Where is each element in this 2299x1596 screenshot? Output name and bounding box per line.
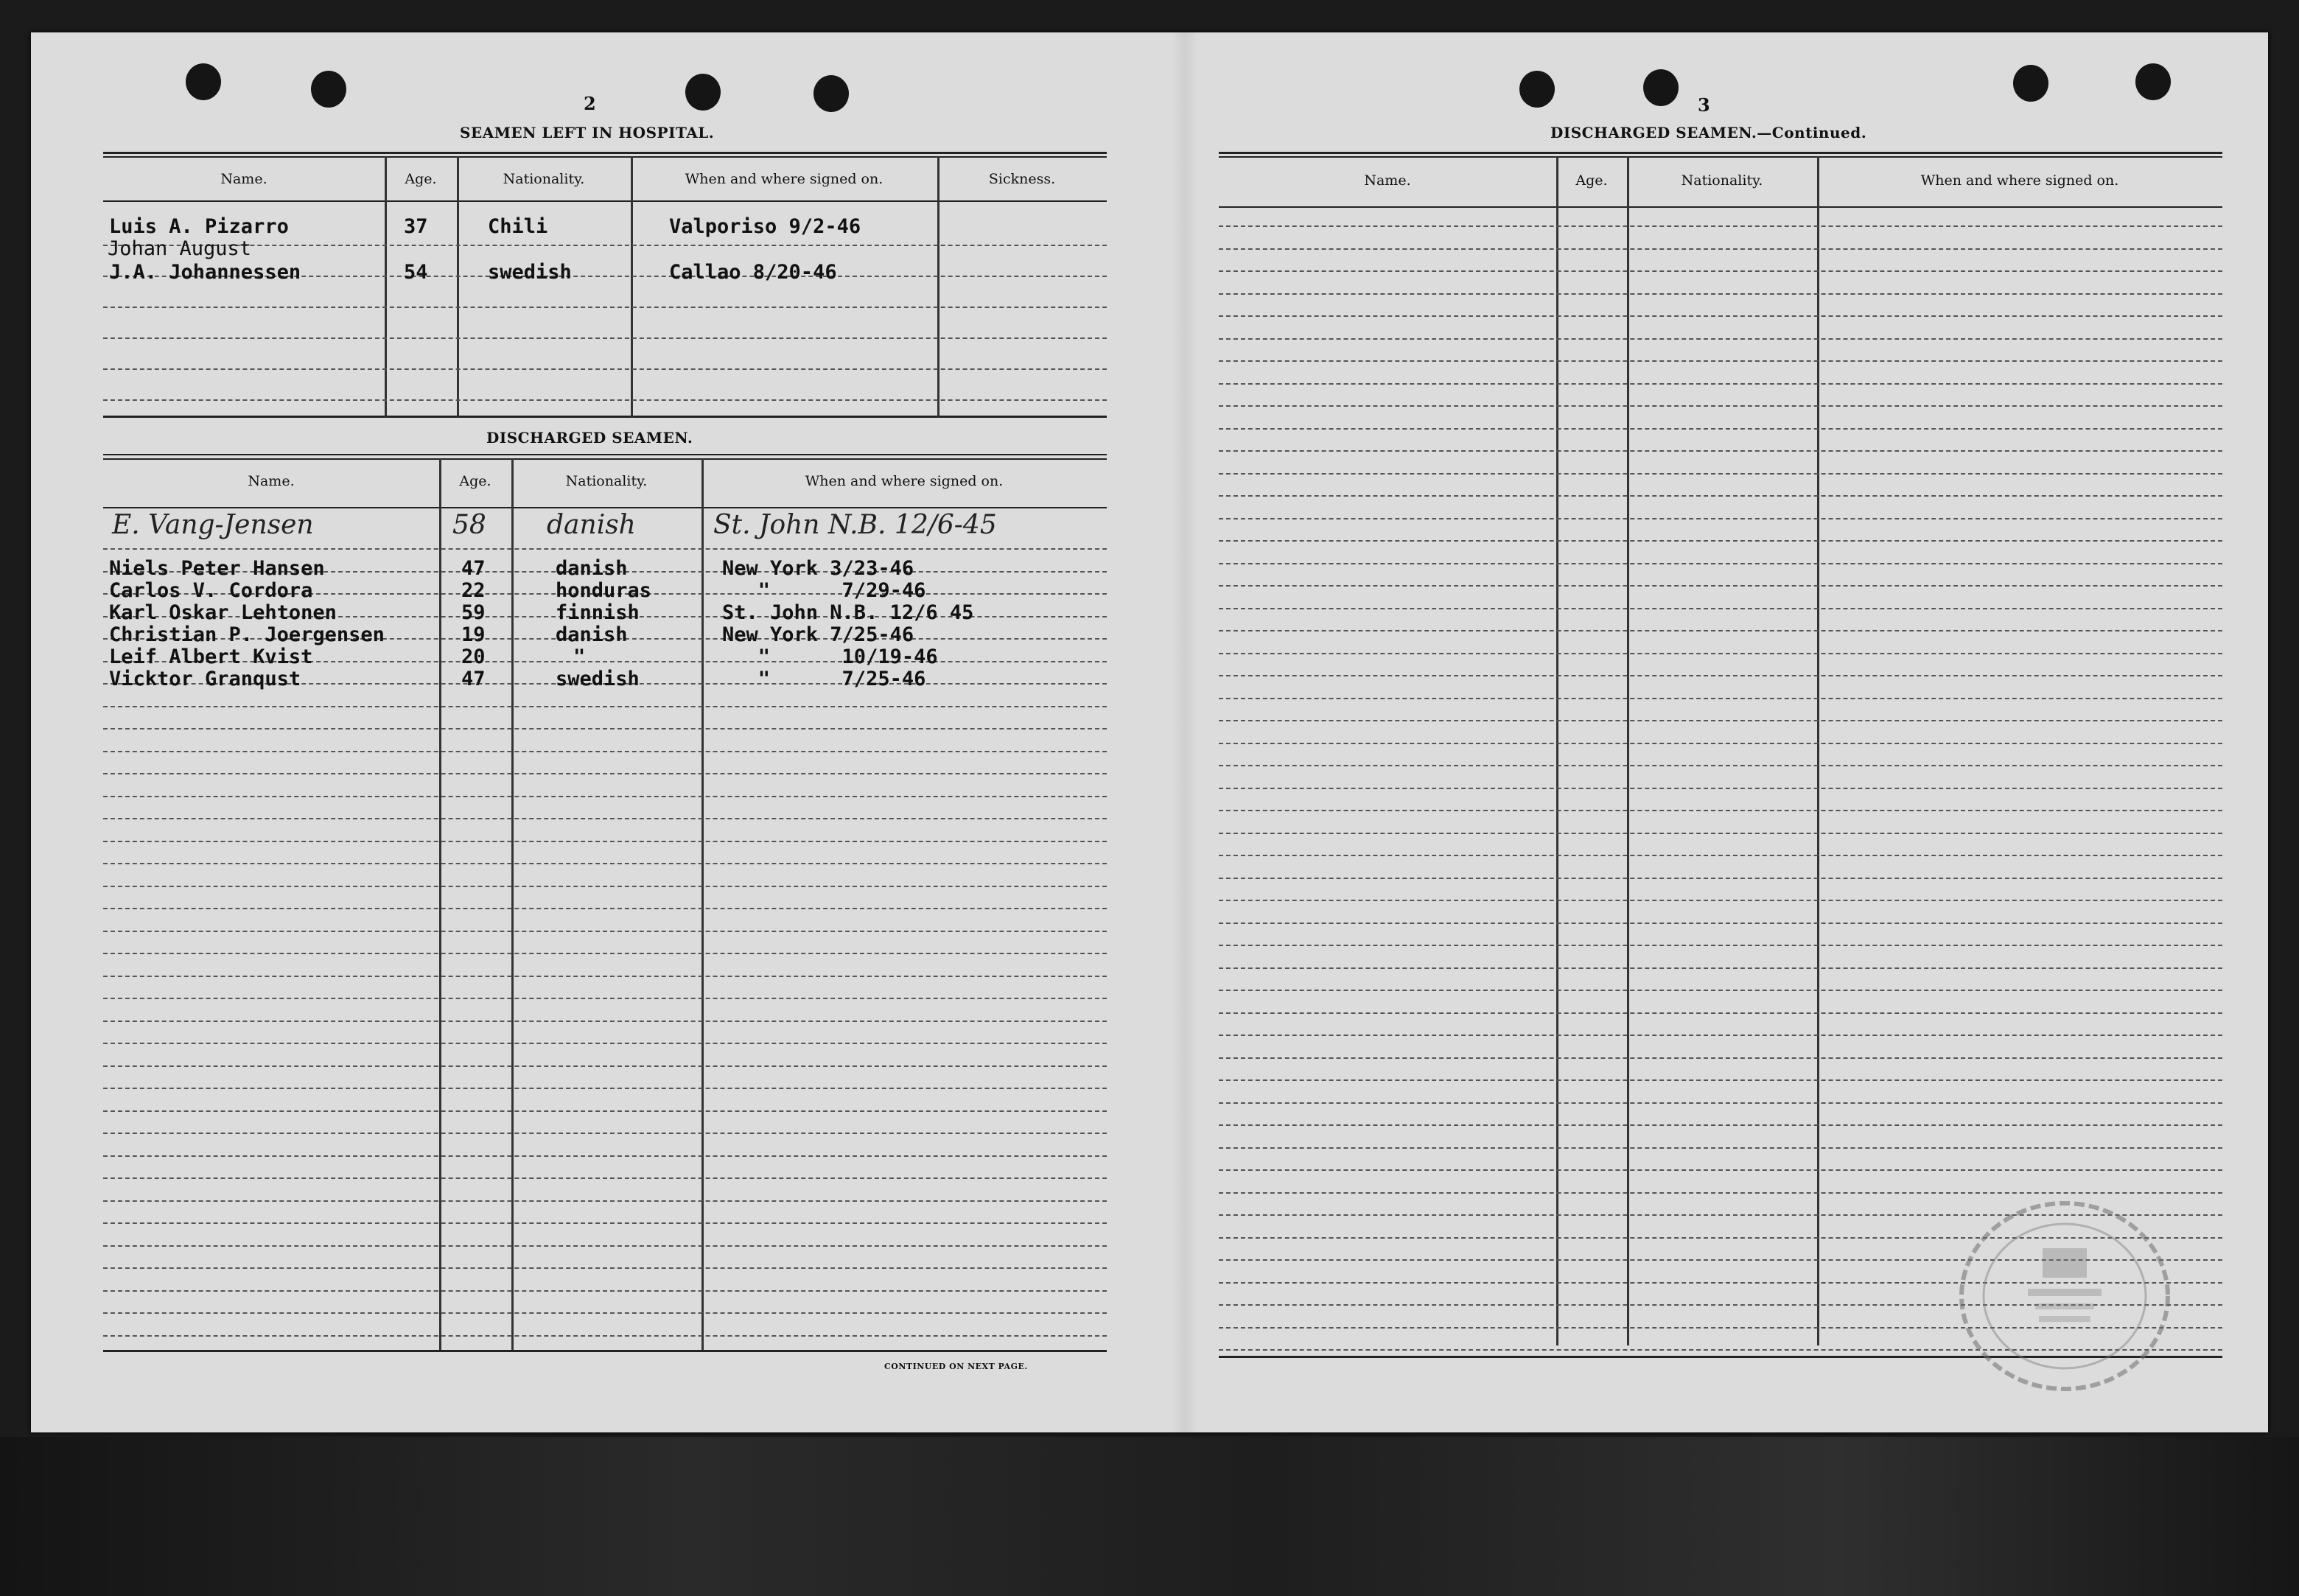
ruled-line [1219, 698, 2222, 699]
ruled-line [103, 1155, 1107, 1157]
col-sickness: Sickness. [988, 171, 1056, 187]
ruled-line [103, 1267, 1107, 1269]
hospital-heading: SEAMEN LEFT IN HOSPITAL. [460, 124, 715, 141]
ruled-line [1219, 653, 2222, 654]
handwritten-cell: St. John N.B. 12/6-45 [713, 510, 997, 540]
ruled-line [103, 841, 1107, 842]
col-age: Age. [405, 171, 437, 187]
table-cell: 59 [461, 601, 486, 624]
table-cell: Vicktor Granqust [109, 668, 301, 690]
col-signed-on: When and where signed on. [1920, 172, 2119, 189]
table-cell: danish [556, 557, 628, 580]
ruled-line [1219, 1012, 2222, 1014]
discharged-continued-heading: DISCHARGED SEAMEN.—Continued. [1550, 124, 1867, 141]
col-signed-on: When and where signed on. [685, 171, 883, 187]
ruled-line [103, 1043, 1107, 1044]
col-nationality: Nationality. [565, 473, 648, 489]
ruled-line [1219, 967, 2222, 969]
ruled-line [1219, 608, 2222, 609]
col-age: Age. [459, 473, 491, 489]
handwritten-cell: danish [547, 510, 636, 540]
table-cell: J.A. Johannessen [109, 261, 301, 284]
table-cell: Luis A. Pizarro [109, 215, 289, 238]
ruled-line [103, 1021, 1107, 1022]
col-name: Name. [248, 473, 295, 489]
ruled-line [1219, 428, 2222, 430]
punch-hole [2135, 63, 2171, 100]
continued-footnote: CONTINUED ON NEXT PAGE. [884, 1362, 1028, 1371]
table-cell: swedish [556, 668, 640, 690]
ruled-line [103, 728, 1107, 729]
ruled-line [1219, 630, 2222, 631]
ruled-line [103, 1290, 1107, 1292]
document-sheet [31, 32, 2268, 1432]
ruled-line [1219, 833, 2222, 834]
ruled-line [1219, 1147, 2222, 1149]
col-name: Name. [1364, 172, 1411, 189]
ruled-line [1219, 810, 2222, 811]
table-cell: New York 7/25-46 [722, 623, 914, 646]
ruled-line [1219, 360, 2222, 362]
ruled-line [103, 1312, 1107, 1314]
table-cell: " 7/25-46 [722, 668, 926, 690]
ruled-line [1219, 383, 2222, 385]
ruled-line [1219, 1079, 2222, 1081]
ruled-line [103, 931, 1107, 932]
col-signed-on: When and where signed on. [805, 473, 1004, 489]
punch-hole [813, 75, 849, 112]
ruled-line [103, 908, 1107, 909]
ruled-line [103, 1335, 1107, 1337]
customs-stamp [1954, 1197, 2175, 1396]
discharged-heading: DISCHARGED SEAMEN. [486, 429, 693, 447]
table-cell: " [573, 645, 586, 668]
ruled-line [1219, 720, 2222, 721]
ruled-line [103, 773, 1107, 774]
ruled-line [103, 998, 1107, 999]
ruled-line [103, 796, 1107, 797]
ruled-line [1219, 1035, 2222, 1036]
punch-hole [1643, 69, 1679, 106]
ruled-line [1219, 765, 2222, 766]
ruled-line [1219, 540, 2222, 542]
col-age: Age. [1575, 172, 1608, 189]
background-band [0, 1437, 2299, 1596]
col-nationality: Nationality. [503, 171, 585, 187]
col-name: Name. [220, 171, 267, 187]
table-cell: 47 [461, 668, 486, 690]
table-cell: St. John N.B. 12/6 45 [722, 601, 974, 624]
table-cell: Johan August [108, 237, 252, 260]
ruled-line [1219, 900, 2222, 901]
page-number-right: 3 [1698, 94, 1710, 116]
ruled-line [1219, 248, 2222, 250]
ruled-line [1219, 1124, 2222, 1126]
ruled-line [1219, 675, 2222, 676]
ruled-line [103, 706, 1107, 707]
ruled-line [1219, 405, 2222, 407]
ruled-line [1219, 338, 2222, 340]
table-cell: 22 [461, 579, 486, 602]
ruled-line [1219, 1057, 2222, 1059]
ruled-line [103, 1133, 1107, 1134]
table-cell: danish [556, 623, 628, 646]
ruled-line [1219, 1102, 2222, 1104]
ruled-line [103, 1088, 1107, 1089]
table-cell: swedish [488, 261, 572, 284]
table-cell: New York 3/23-46 [722, 557, 914, 580]
ruled-line [1219, 315, 2222, 317]
ruled-line [1219, 293, 2222, 295]
ruled-line [1219, 855, 2222, 856]
table-cell: " 10/19-46 [722, 645, 938, 668]
ruled-line [1219, 225, 2222, 227]
ruled-line [103, 1110, 1107, 1112]
ruled-line [103, 1065, 1107, 1067]
ruled-line [1219, 1192, 2222, 1194]
ruled-line [103, 818, 1107, 819]
ruled-line [103, 751, 1107, 752]
ruled-line [103, 1245, 1107, 1247]
ruled-line [1219, 878, 2222, 879]
ruled-line [1219, 743, 2222, 744]
table-cell: 54 [404, 261, 428, 284]
ruled-line [103, 863, 1107, 864]
ruled-line [103, 886, 1107, 887]
table-cell: Callao 8/20-46 [669, 261, 837, 284]
punch-hole [311, 71, 346, 108]
table-cell: honduras [556, 579, 652, 602]
ruled-line [103, 976, 1107, 977]
ruled-line [103, 953, 1107, 954]
ruled-line [1219, 990, 2222, 991]
ruled-line [1219, 563, 2222, 564]
table-cell: Valporiso 9/2-46 [669, 215, 861, 238]
page-fold [1172, 32, 1198, 1432]
punch-hole [186, 63, 221, 100]
ruled-line [1219, 450, 2222, 452]
table-cell: Niels Peter Hansen [109, 557, 325, 580]
table-cell: Karl Oskar Lehtonen [109, 601, 337, 624]
table-cell: finnish [556, 601, 640, 624]
table-cell: 47 [461, 557, 486, 580]
table-cell: Carlos V. Cordora [109, 579, 313, 602]
ruled-line [103, 548, 1107, 550]
ruled-line [1219, 788, 2222, 789]
ruled-line [1219, 585, 2222, 587]
ruled-line [1219, 473, 2222, 475]
table-cell: 20 [461, 645, 486, 668]
handwritten-cell: 58 [452, 510, 486, 540]
ruled-line [103, 1200, 1107, 1202]
ruled-line [1219, 270, 2222, 272]
table-cell: " 7/29-46 [722, 579, 926, 602]
punch-hole [2013, 65, 2048, 102]
ruled-line [103, 1222, 1107, 1224]
punch-hole [1519, 71, 1555, 108]
col-nationality: Nationality. [1681, 172, 1763, 189]
table-cell: 37 [404, 215, 428, 238]
ruled-line [1219, 518, 2222, 519]
ruled-line [1219, 495, 2222, 497]
ruled-line [1219, 923, 2222, 924]
page-number-left: 2 [584, 93, 596, 114]
punch-hole [685, 74, 721, 111]
table-cell: Leif Albert Kvist [109, 645, 313, 668]
table-cell: Christian P. Joergensen [109, 623, 385, 646]
table-cell: 19 [461, 623, 486, 646]
ruled-line [103, 1177, 1107, 1179]
handwritten-cell: E. Vang-Jensen [112, 510, 314, 540]
ruled-line [1219, 1169, 2222, 1171]
ruled-line [1219, 945, 2222, 946]
table-cell: Chili [488, 215, 548, 238]
